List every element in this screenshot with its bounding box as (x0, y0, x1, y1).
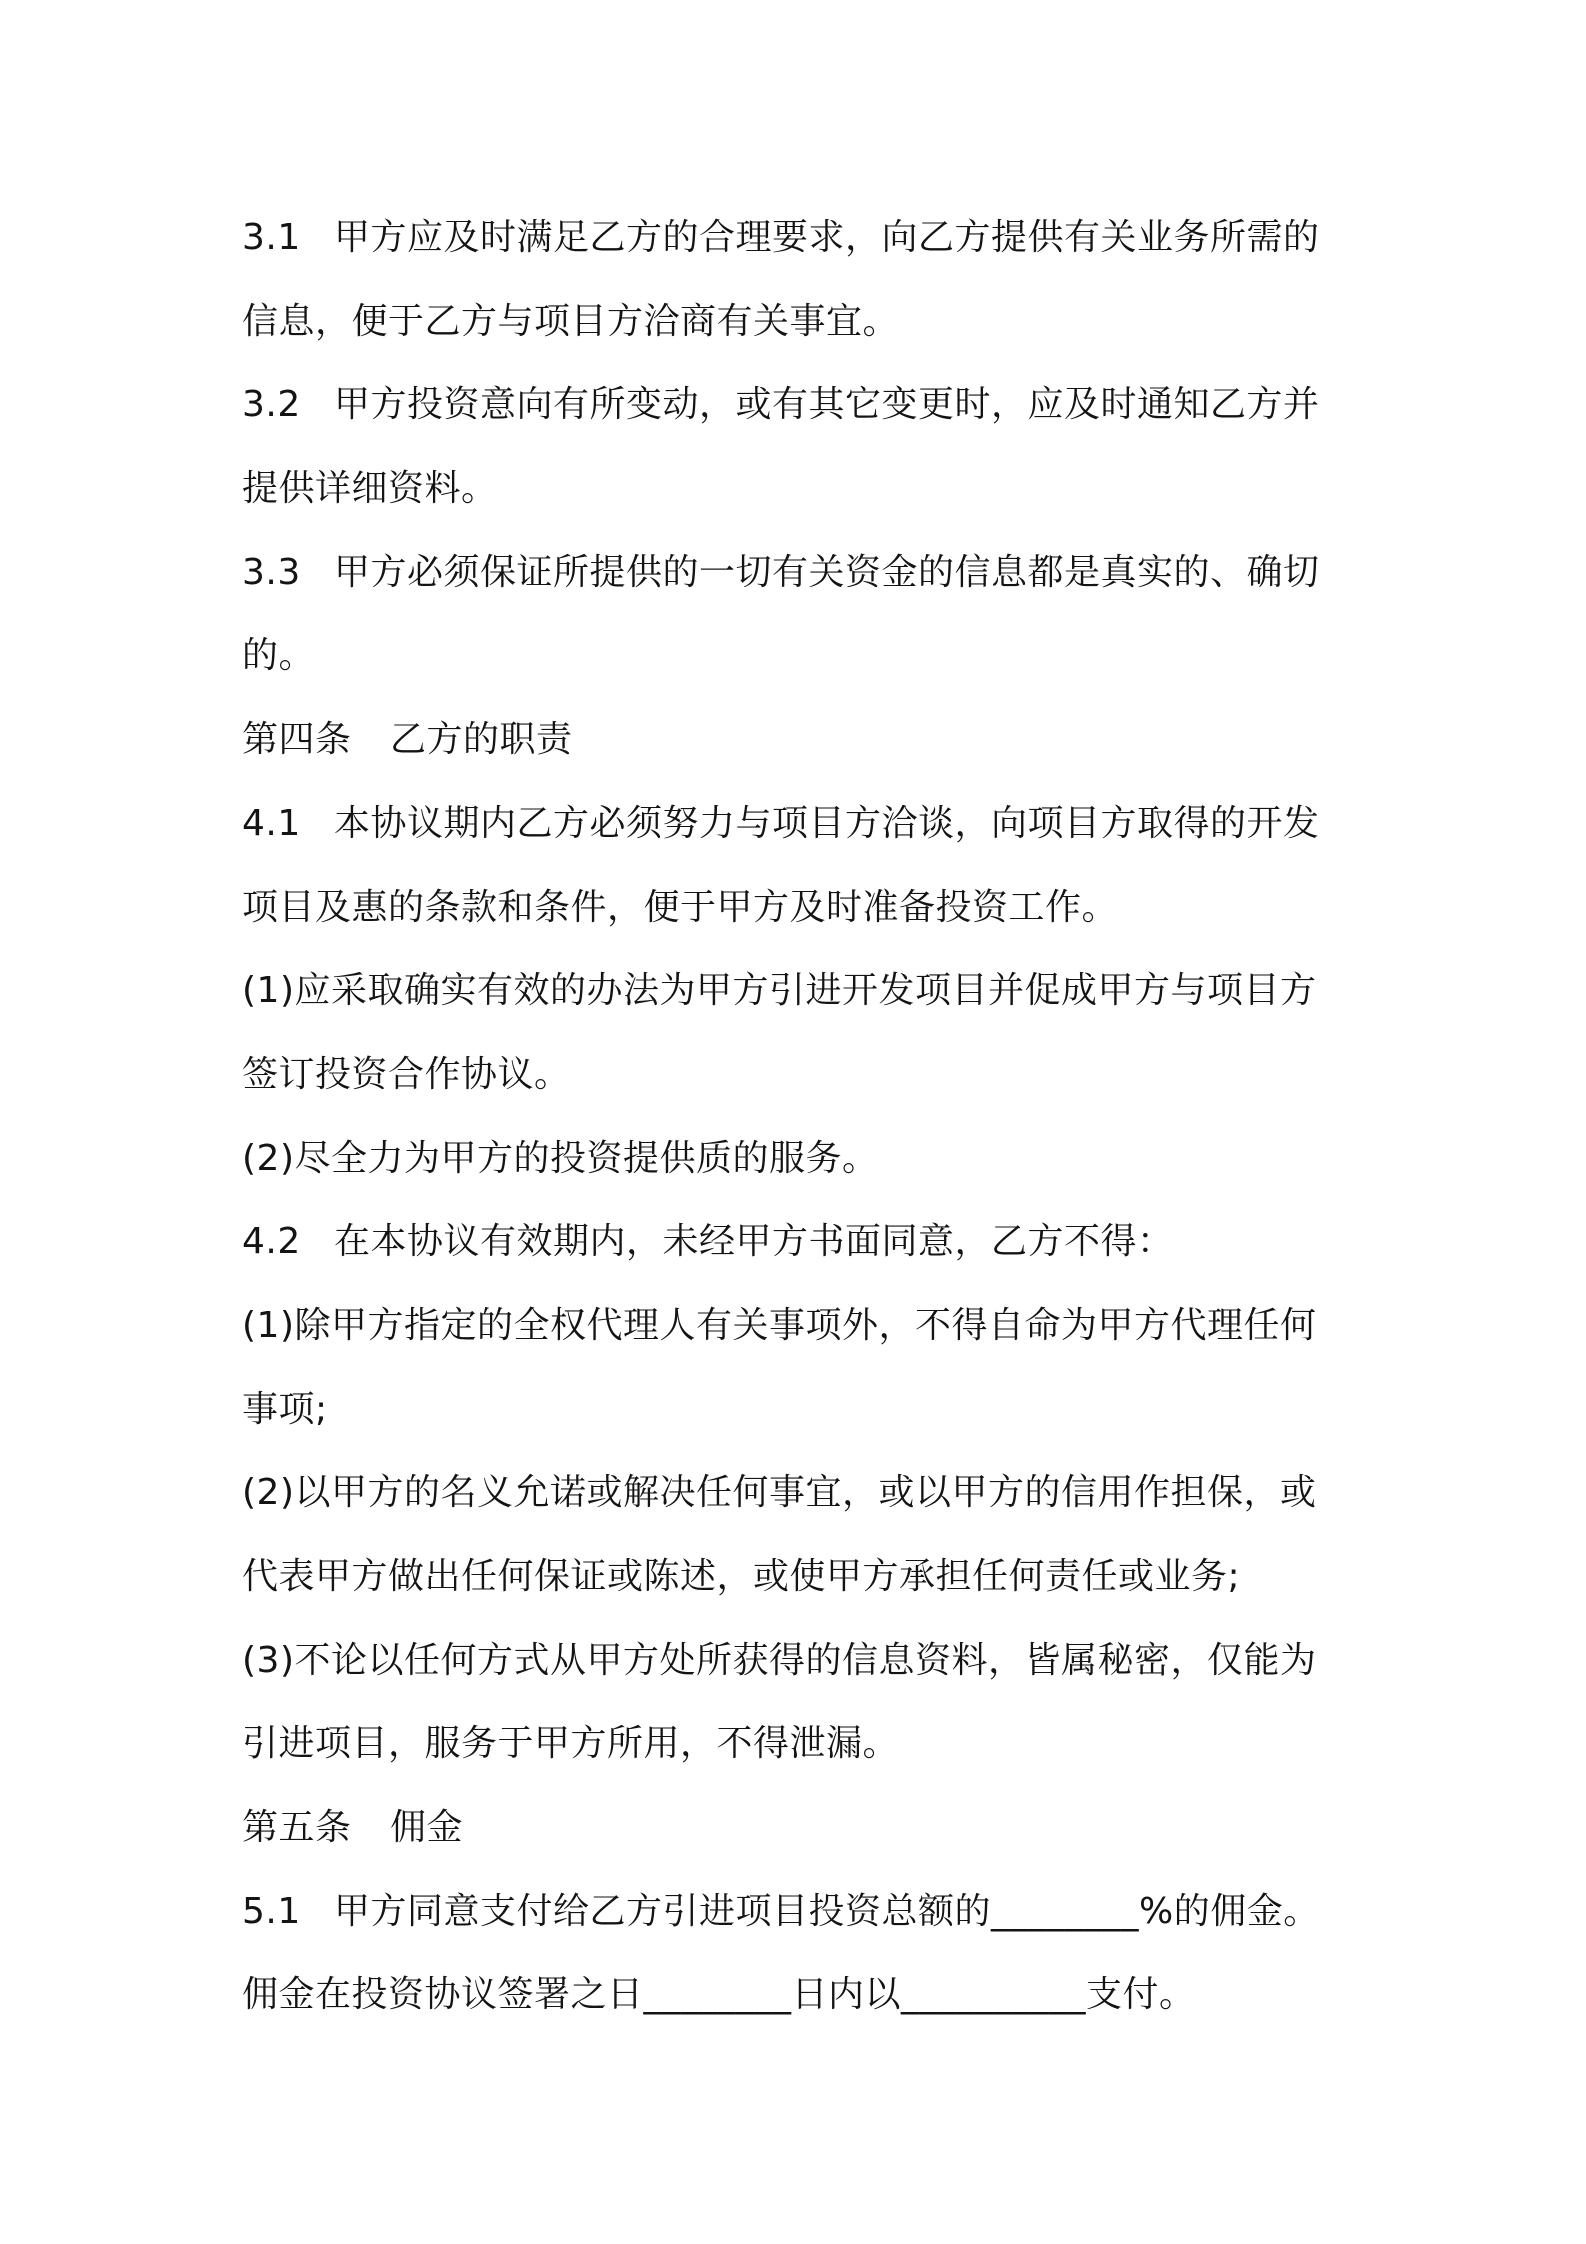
clause-4-2-item-3 (242, 1619, 1352, 1703)
clause-4-2-item-2-continued (242, 1535, 1352, 1619)
clause-text: (1)除甲方指定的全权代理人有关事项外，不得自命为甲方代理任何 (242, 1304, 1317, 1346)
clause-text: 项目及惠的条款和条件，便于甲方及时准备投资工作。 (242, 886, 1119, 928)
clause-text: 的。 (242, 635, 316, 677)
clause-number: 3.1 (242, 217, 301, 258)
clause-text: 签订投资合作协议。 (242, 1053, 571, 1095)
clause-4-1-item-1 (242, 949, 1352, 1033)
clause-4-1-item-2 (242, 1117, 1352, 1201)
clause-number: 4.1 (242, 802, 301, 844)
clause-4-1-item-1-continued (242, 1033, 1352, 1117)
clause-text: 本协议期内乙方必须努力与项目方洽谈，向项目方取得的开发 (334, 802, 1320, 844)
clause-4-2-item-1-continued (242, 1368, 1352, 1452)
clause-text: 佣金在投资协议签署之日________日内以__________支付。 (242, 1974, 1196, 2016)
clause-4-2-item-1 (242, 1284, 1352, 1368)
article-title: 乙方的职责 (390, 719, 573, 761)
article-title: 佣金 (390, 1807, 464, 1849)
clause-4-2 (242, 1200, 1352, 1284)
clause-number: 3.2 (242, 384, 301, 426)
clause-3-1-continued (242, 280, 1352, 364)
clause-text: (2)以甲方的名义允诺或解决任何事宜，或以甲方的信用作担保，或 (242, 1472, 1317, 1514)
article-label: 第五条 (242, 1807, 352, 1849)
clause-text: (3)不论以任何方式从甲方处所获得的信息资料，皆属秘密，仅能为 (242, 1639, 1317, 1681)
clause-text: 事项; (242, 1388, 328, 1430)
clause-number: 3.3 (242, 551, 301, 593)
clause-4-2-item-3-continued (242, 1702, 1352, 1786)
clause-3-2 (242, 363, 1352, 447)
clause-text: (2)尽全力为甲方的投资提供质的服务。 (242, 1137, 879, 1179)
clause-4-2-item-2 (242, 1451, 1352, 1535)
clause-text: 甲方必须保证所提供的一切有关资金的信息都是真实的、确切 (334, 551, 1320, 593)
clause-5-1 (242, 1870, 1352, 1954)
article-label: 第四条 (242, 719, 352, 761)
clause-text: 甲方应及时满足乙方的合理要求，向乙方提供有关业务所需的 (334, 217, 1320, 258)
clause-4-1-continued (242, 866, 1352, 950)
clause-text: 甲方投资意向有所变动，或有其它变更时，应及时通知乙方并 (334, 384, 1320, 426)
clause-number: 4.2 (242, 1221, 301, 1263)
clause-text: 信息，便于乙方与项目方洽商有关事宜。 (242, 300, 900, 342)
clause-text: 在本协议有效期内，未经甲方书面同意，乙方不得： (334, 1221, 1174, 1263)
clause-3-3 (242, 531, 1352, 615)
clause-text: 提供详细资料。 (242, 468, 498, 510)
article-5-heading (242, 1786, 1352, 1870)
clause-3-1 (242, 196, 1352, 280)
clause-text: 代表甲方做出任何保证或陈述，或使甲方承担任何责任或业务; (242, 1556, 1241, 1597)
article-4-heading (242, 698, 1352, 782)
clause-number: 5.1 (242, 1890, 301, 1932)
clause-5-1-continued (242, 1953, 1352, 2037)
document-body (242, 196, 1352, 2037)
clause-text: 甲方同意支付给乙方引进项目投资总额的________%的佣金。 (334, 1890, 1320, 1932)
clause-text: (1)应采取确实有效的办法为甲方引进开发项目并促成甲方与项目方 (242, 970, 1317, 1012)
clause-4-1 (242, 782, 1352, 866)
clause-3-2-continued (242, 447, 1352, 531)
clause-text: 引进项目，服务于甲方所用，不得泄漏。 (242, 1723, 900, 1765)
clause-3-3-continued (242, 614, 1352, 698)
